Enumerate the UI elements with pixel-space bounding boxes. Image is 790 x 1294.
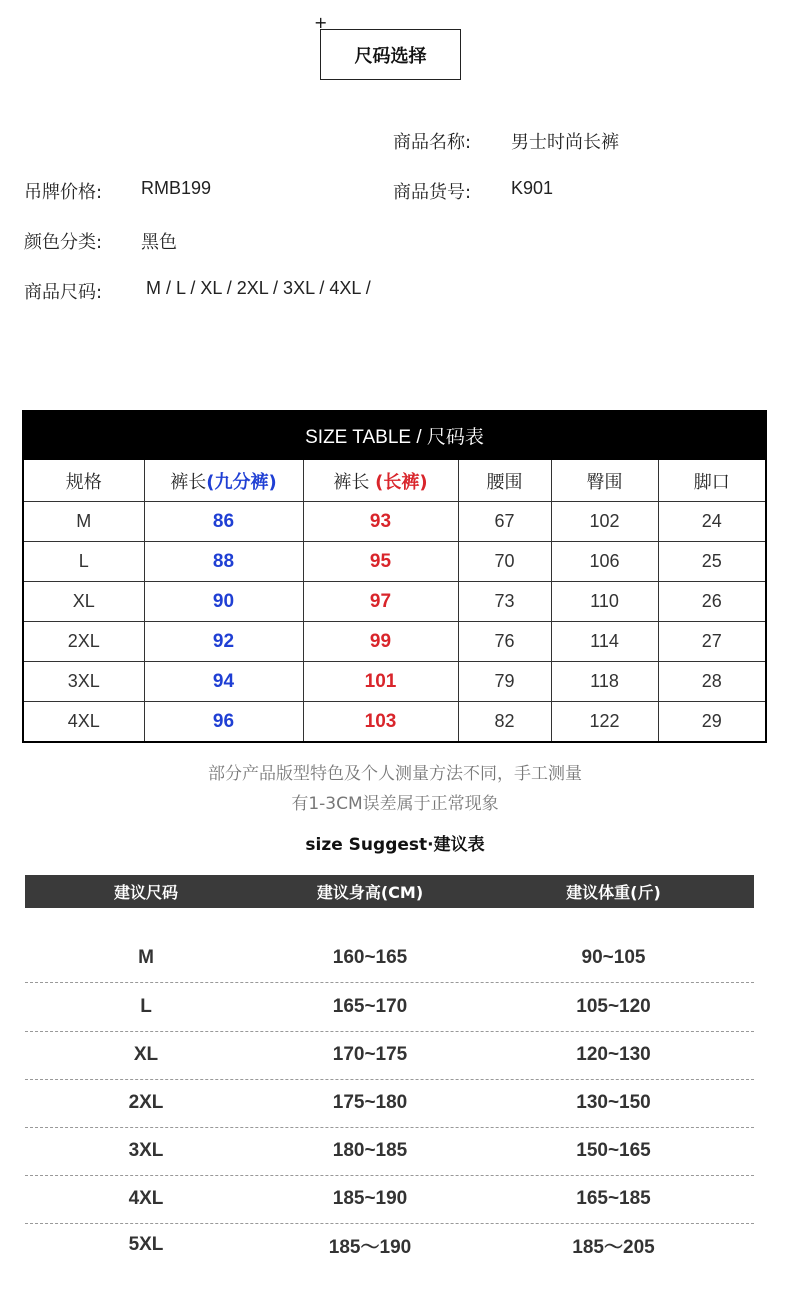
size-table-banner: SIZE TABLE / 尺码表 [23,411,766,459]
cell-size: M [23,502,144,542]
product-sizes-value: M / L / XL / 2XL / 3XL / 4XL / [146,278,371,298]
suggest-size: 5XL [128,1234,164,1255]
product-sizes-label: 商品尺码: [24,282,103,303]
suggest-size: L [140,996,152,1017]
header-spec: 规格 [23,459,144,502]
suggest-height: 185~190 [332,1188,408,1209]
cell-hip: 118 [551,662,658,702]
suggest-size: XL [133,1044,159,1065]
suggest-weight: 130~150 [576,1092,651,1113]
table-row [23,582,766,622]
header-length-full-prefix: 裤长 [333,471,376,493]
cell-length-full: 95 [303,542,458,582]
measurement-note-line2: 有1-3CM误差属于正常现象 [291,794,499,814]
suggest-size: 2XL [128,1092,164,1113]
suggest-size: M [138,947,154,968]
suggest-row [25,934,754,983]
header-length-full-suffix: (长裤) [375,471,428,493]
suggest-header-size: 建议尺码 [113,883,178,902]
corner-plus-mark: + [314,13,328,32]
cell-hip: 110 [551,582,658,622]
cell-length-full: 99 [303,622,458,662]
table-row [23,542,766,582]
cell-size: L [23,542,144,582]
cell-length-full: 101 [303,662,458,702]
cell-length-cropped: 94 [144,662,303,702]
cell-waist: 79 [458,662,551,702]
suggest-height: 165~170 [332,996,408,1017]
cell-length-cropped: 96 [144,702,303,743]
product-name-label: 商品名称: [393,132,472,153]
table-row [23,622,766,662]
suggest-weight: 185～205 [572,1236,655,1258]
suggest-header-height: 建议身高(CM) [316,883,424,902]
suggest-height: 160~165 [332,947,408,968]
cell-hem: 24 [658,502,766,542]
cell-hip: 114 [551,622,658,662]
cell-size: 3XL [23,662,144,702]
cell-waist: 76 [458,622,551,662]
suggest-row [25,1127,754,1176]
suggest-height: 185～190 [328,1236,412,1258]
cell-length-cropped: 86 [144,502,303,542]
suggest-weight: 90~105 [581,947,646,968]
header-length-cropped-suffix: (九分裤) [206,471,277,493]
suggest-row [25,1175,754,1224]
cell-length-cropped: 92 [144,622,303,662]
cell-length-cropped: 90 [144,582,303,622]
cell-length-full: 93 [303,502,458,542]
header-hem: 脚口 [658,459,766,502]
cell-waist: 73 [458,582,551,622]
cell-waist: 82 [458,702,551,743]
table-row [23,702,766,743]
header-length-cropped-prefix: 裤长 [170,471,207,493]
product-code-label: 商品货号: [393,182,472,203]
suggest-row [25,1079,754,1128]
cell-hip: 102 [551,502,658,542]
suggest-height: 180~185 [332,1140,408,1161]
suggest-size: 3XL [128,1140,164,1161]
table-row [23,662,766,702]
cell-size: XL [23,582,144,622]
suggest-height: 170~175 [332,1044,408,1065]
cell-length-full: 103 [303,702,458,743]
measurement-note-line1: 部分产品版型特色及个人测量方法不同，手工测量 [208,764,582,784]
cell-length-full: 97 [303,582,458,622]
suggest-row [25,1221,754,1269]
cell-waist: 67 [458,502,551,542]
cell-size: 4XL [23,702,144,743]
suggest-row [25,1031,754,1080]
size-table [22,410,767,743]
tag-price-label: 吊牌价格: [24,182,103,203]
page-title [320,29,461,80]
color-category-label: 颜色分类: [24,232,103,253]
cell-hem: 28 [658,662,766,702]
page-title-label: 尺码选择 [354,45,427,67]
cell-hem: 25 [658,542,766,582]
suggest-weight: 120~130 [576,1044,651,1065]
suggest-weight: 105~120 [576,996,651,1017]
cell-hem: 26 [658,582,766,622]
cell-hem: 29 [658,702,766,743]
suggest-table-title: size Suggest·建议表 [305,835,485,855]
cell-hip: 106 [551,542,658,582]
suggest-size: 4XL [128,1188,164,1209]
size-table-header-row [23,459,766,502]
header-waist: 腰围 [458,459,551,502]
product-code-value: K901 [511,178,554,198]
header-length-full [303,459,458,502]
suggest-header-weight: 建议体重(斤) [566,883,661,902]
color-category-value: 黑色 [141,232,177,253]
suggest-table-header [25,875,754,908]
cell-hem: 27 [658,622,766,662]
header-length-cropped [144,459,303,502]
cell-waist: 70 [458,542,551,582]
tag-price-value: RMB199 [141,178,212,198]
suggest-height: 175~180 [332,1092,408,1113]
suggest-weight: 150~165 [576,1140,651,1161]
product-name-value: 男士时尚长裤 [511,132,619,153]
suggest-weight: 165~185 [576,1188,651,1209]
table-row [23,502,766,542]
header-hip: 臀围 [551,459,658,502]
suggest-row [25,983,754,1032]
cell-length-cropped: 88 [144,542,303,582]
cell-hip: 122 [551,702,658,743]
cell-size: 2XL [23,622,144,662]
